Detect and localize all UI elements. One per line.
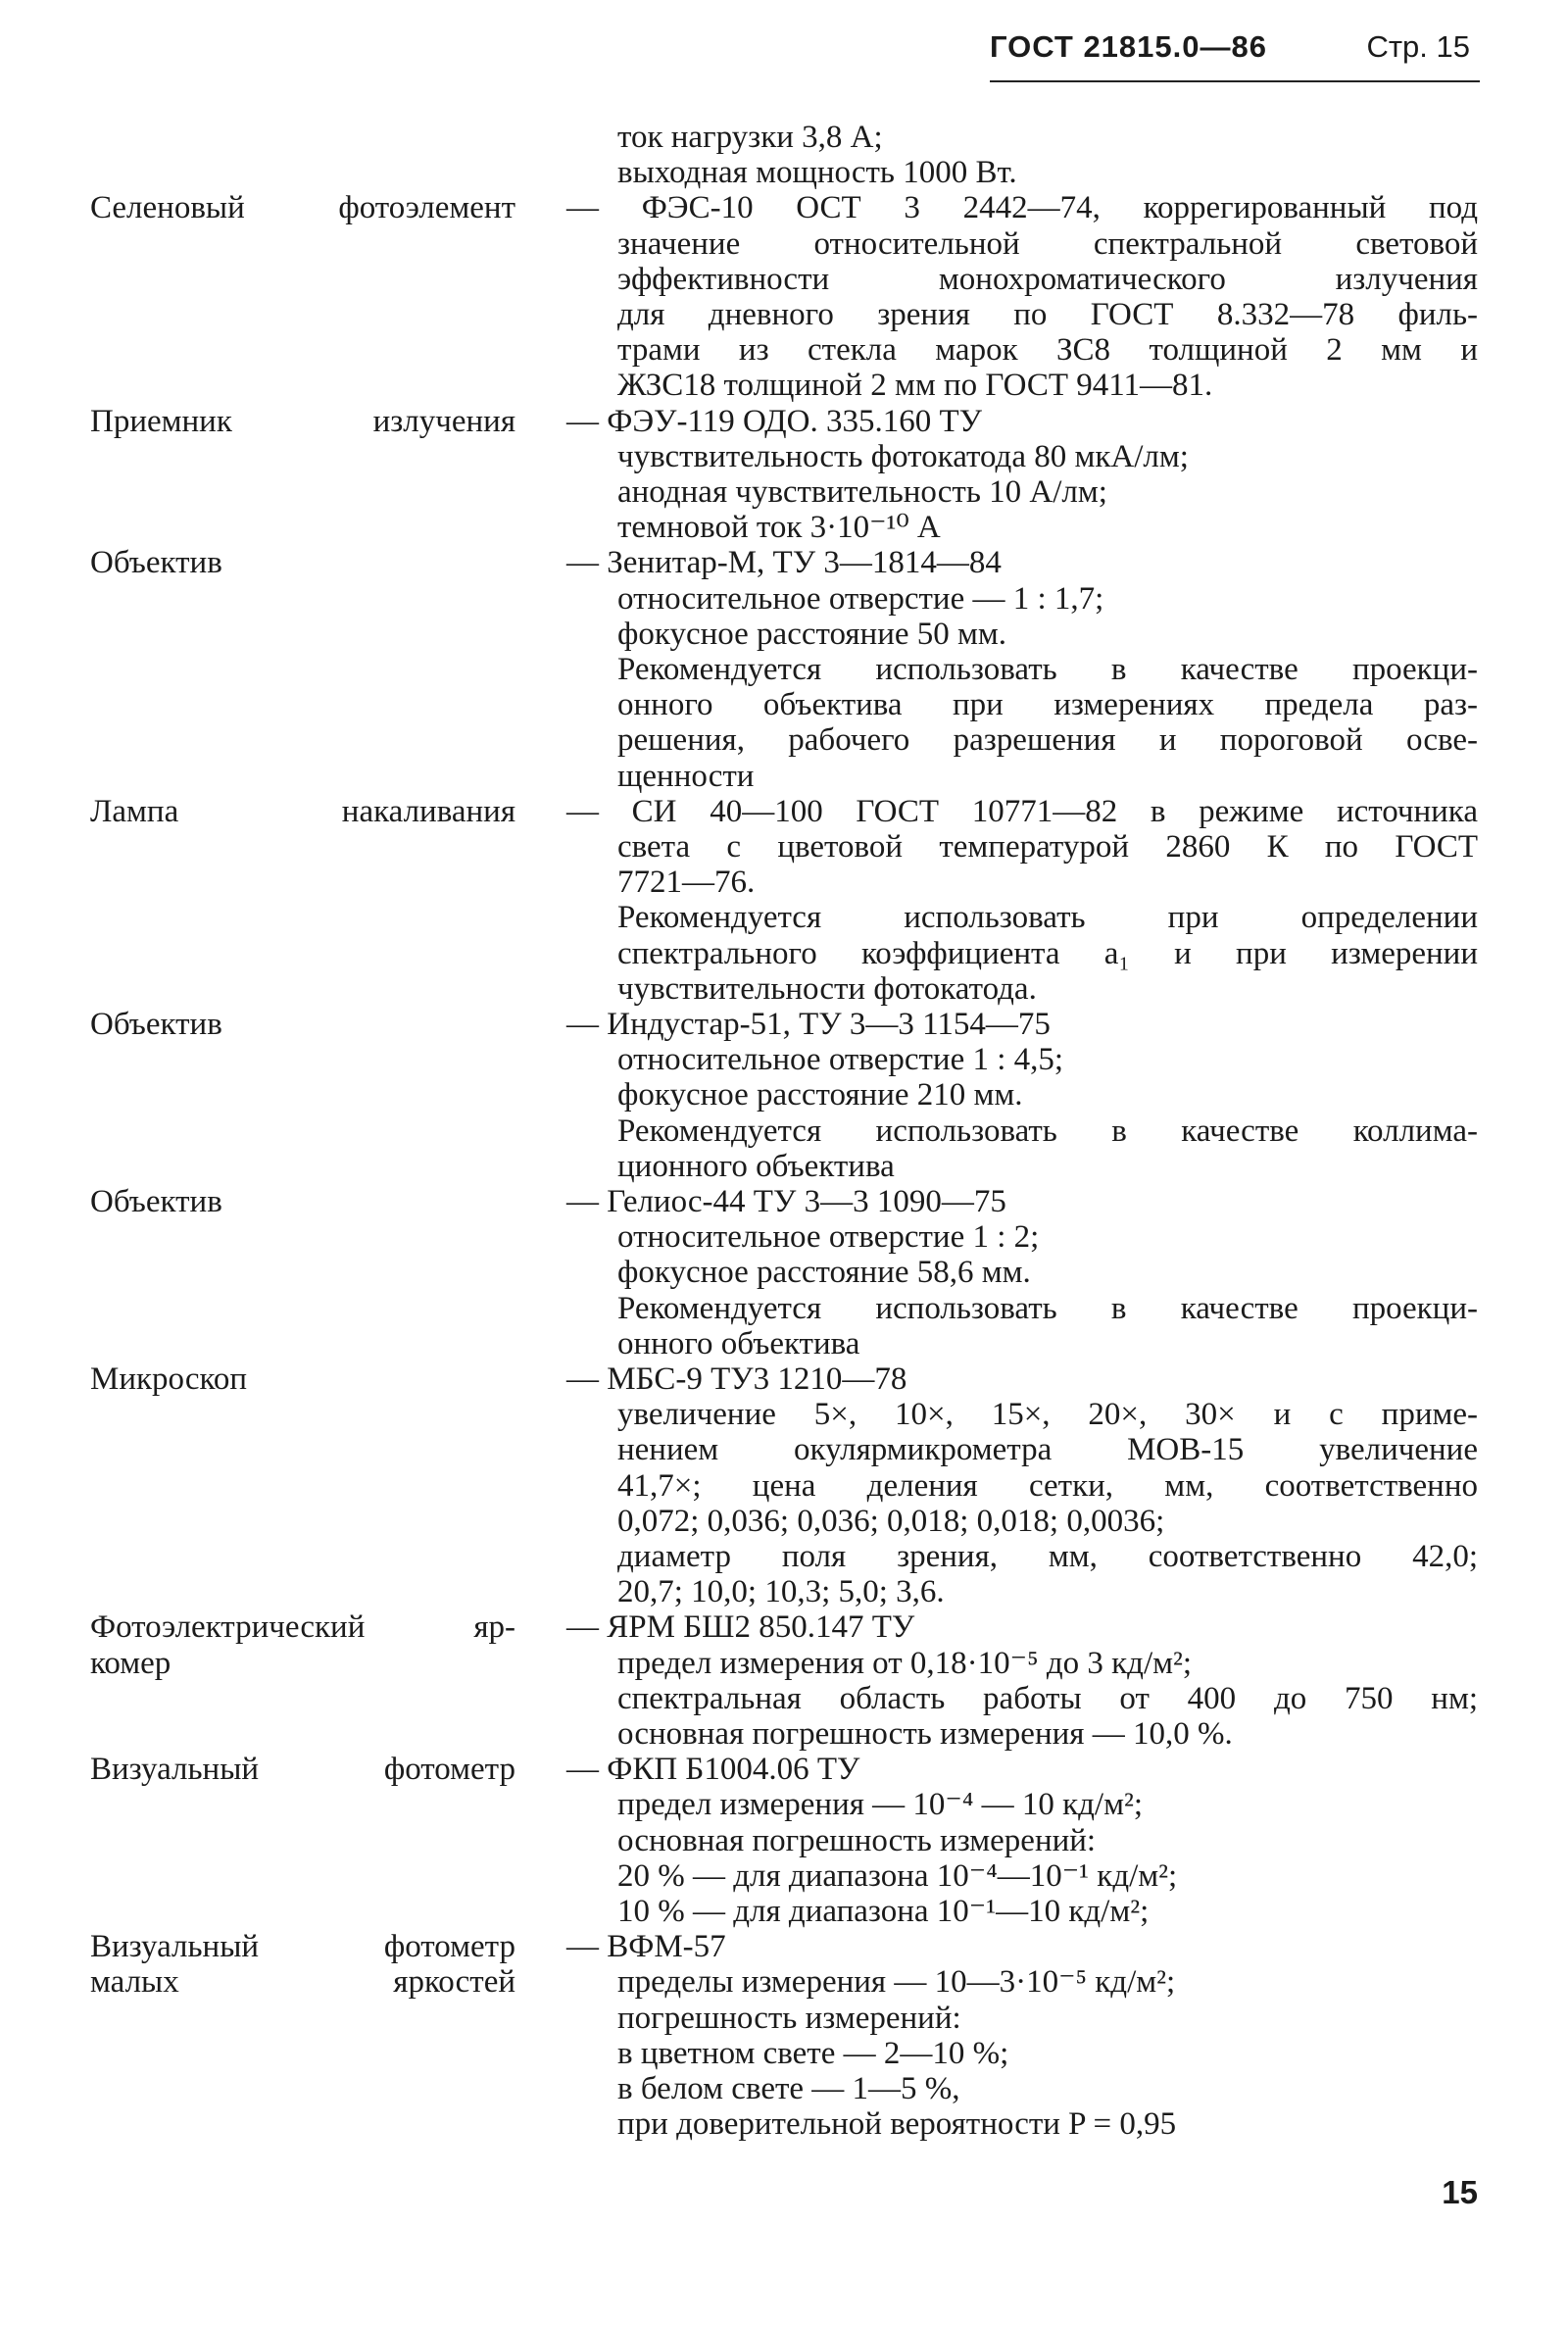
entry-line: онного объектива <box>617 1326 860 1361</box>
entry-line: Рекомендуется использовать в качестве коллима- <box>617 1113 1478 1149</box>
entry-line: чувствительность фотокатода 80 мкА/лм; <box>617 439 1189 474</box>
entry-line: основная погрешность измерений: <box>617 1823 1097 1858</box>
entry-line: 20,7; 10,0; 10,3; 5,0; 3,6. <box>617 1574 945 1609</box>
entry-line: в цветном свете — 2—10 %; <box>617 2036 1009 2071</box>
entry-label: комер <box>90 1646 172 1681</box>
entry-line: спектральная область работы от 400 до 750 нм; <box>617 1681 1478 1716</box>
entry-line: при доверительной вероятности P = 0,95 <box>617 2106 1177 2142</box>
entry-label: Лампа накаливания <box>90 794 515 829</box>
entry-label: Визуальный фотометр <box>90 1752 515 1787</box>
entry-designation: — Гелиос-44 ТУ 3—3 1090—75 <box>566 1184 1006 1219</box>
entry-line: 0,072; 0,036; 0,036; 0,018; 0,018; 0,0036; <box>617 1504 1165 1539</box>
entry-line: ток нагрузки 3,8 А; <box>617 120 883 155</box>
entry-line: относительное отверстие — 1 : 1,7; <box>617 581 1104 617</box>
entry-line: решения, рабочего разрешения и пороговой осве- <box>617 722 1478 758</box>
entry-line: значение относительной спектральной световой <box>617 226 1478 262</box>
entry-label: Фотоэлектрический яр- <box>90 1609 515 1645</box>
entry-line: 20 % — для диапазона 10⁻⁴—10⁻¹ кд/м²; <box>617 1858 1178 1894</box>
entry-line: Рекомендуется использовать в качестве проекци- <box>617 1291 1478 1326</box>
entry-line: 7721—76. <box>617 865 756 900</box>
entry-line: фокусное расстояние 50 мм. <box>617 617 1007 652</box>
entry-line: предел измерения от 0,18·10⁻⁵ до 3 кд/м²; <box>617 1646 1193 1681</box>
entry-line: выходная мощность 1000 Вт. <box>617 155 1017 190</box>
entry-designation: — ФЭС-10 ОСТ 3 2442—74, коррегированный под <box>566 190 1478 225</box>
entry-designation: — ФКП Б1004.06 ТУ <box>566 1752 860 1787</box>
entry-line: диаметр поля зрения, мм, соответственно 42,0; <box>617 1539 1478 1574</box>
entry-line: темновой ток 3·10⁻¹⁰ А <box>617 510 941 545</box>
entry-line: основная погрешность измерения — 10,0 %. <box>617 1716 1233 1752</box>
entry-line: пределы измерения — 10—3·10⁻⁵ кд/м²; <box>617 1964 1176 2000</box>
entry-line: онного объектива при измерениях предела раз- <box>617 687 1478 722</box>
entry-line: света с цветовой температурой 2860 К по ГОСТ <box>617 829 1478 865</box>
entry-line: анодная чувствительность 10 А/лм; <box>617 474 1107 510</box>
entry-label: малых яркостей <box>90 1964 515 2000</box>
page-header <box>990 25 1480 82</box>
entry-line: фокусное расстояние 210 мм. <box>617 1077 1023 1113</box>
entry-line: погрешность измерений: <box>617 2001 961 2036</box>
entry-line: для дневного зрения по ГОСТ 8.332—78 филь- <box>617 297 1478 332</box>
entry-designation: — Зенитар-М, ТУ 3—1814—84 <box>566 545 1002 580</box>
entry-label: Микроскоп <box>90 1361 248 1397</box>
entry-line: ционного объектива <box>617 1149 895 1184</box>
entry-designation: — ВФМ-57 <box>566 1929 726 1964</box>
entry-line: трами из стекла марок ЗС8 толщиной 2 мм и <box>617 332 1478 368</box>
entry-designation: — МБС-9 ТУ3 1210—78 <box>566 1361 907 1397</box>
entry-line: 10 % — для диапазона 10⁻¹—10 кд/м²; <box>617 1894 1150 1929</box>
standard-number: ГОСТ 21815.0—86 <box>990 29 1267 64</box>
entry-line: фокусное расстояние 58,6 мм. <box>617 1255 1031 1290</box>
entry-label: Визуальный фотометр <box>90 1929 515 1964</box>
entry-line: нением окулярмикрометра МОВ-15 увеличение <box>617 1432 1478 1467</box>
entry-line: 41,7×; цена деления сетки, мм, соответственно <box>617 1468 1478 1504</box>
entry-line: спектрального коэффициента a₁ и при измерении <box>617 936 1478 971</box>
entry-line: в белом свете — 1—5 %, <box>617 2071 960 2106</box>
entry-line: относительное отверстие 1 : 2; <box>617 1219 1040 1255</box>
entry-line: чувствительности фотокатода. <box>617 971 1037 1007</box>
entry-label: Селеновый фотоэлемент <box>90 190 515 225</box>
entry-label: Приемник излучения <box>90 404 515 439</box>
entry-line: щенности <box>617 759 755 794</box>
entry-designation: — ЯРМ БШ2 850.147 ТУ <box>566 1609 915 1645</box>
entry-line: увеличение 5×, 10×, 15×, 20×, 30× и с приме- <box>617 1397 1478 1432</box>
entry-line: Рекомендуется использовать при определении <box>617 900 1478 935</box>
entry-label: Объектив <box>90 1184 222 1219</box>
entry-designation: — ФЭУ-119 ОДО. 335.160 ТУ <box>566 404 983 439</box>
entry-line: предел измерения — 10⁻⁴ — 10 кд/м²; <box>617 1787 1144 1822</box>
entry-label: Объектив <box>90 545 222 580</box>
entry-designation: — СИ 40—100 ГОСТ 10771—82 в режиме источника <box>566 794 1478 829</box>
entry-line: относительное отверстие 1 : 4,5; <box>617 1042 1064 1077</box>
entry-designation: — Индустар-51, ТУ 3—3 1154—75 <box>566 1007 1051 1042</box>
page-number: 15 <box>1442 2174 1478 2210</box>
entry-label: Объектив <box>90 1007 222 1042</box>
entry-line: эффективности монохроматического излучения <box>617 262 1478 297</box>
entry-line: ЖЗС18 толщиной 2 мм по ГОСТ 9411—81. <box>617 368 1213 403</box>
header-page-label: Стр. 15 <box>1366 29 1470 64</box>
entry-line: Рекомендуется использовать в качестве проекци- <box>617 652 1478 687</box>
